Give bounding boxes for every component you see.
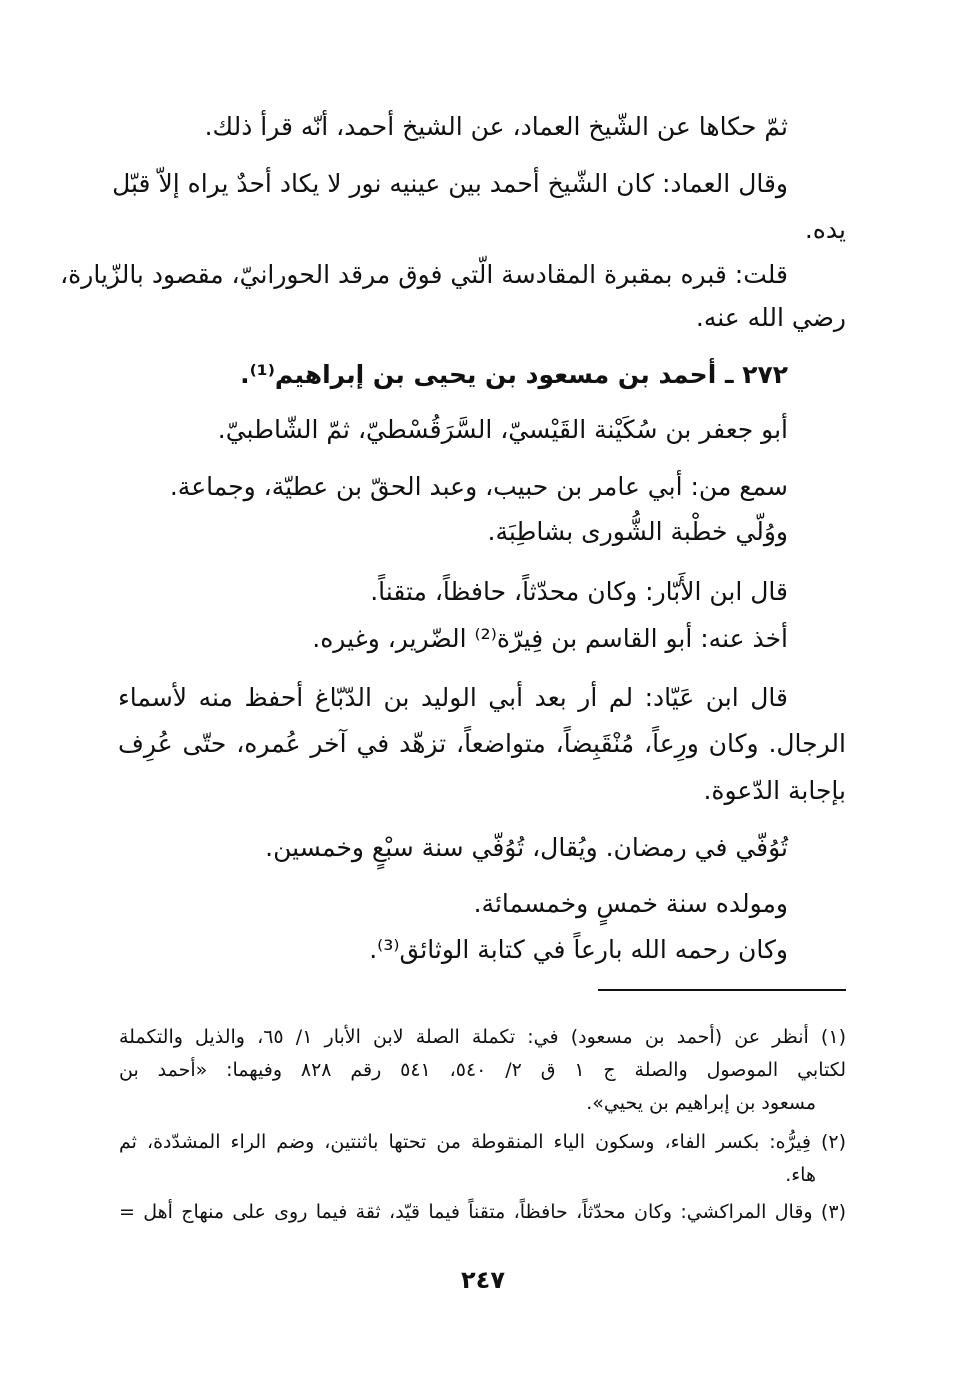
entry-heading: ٢٧٢ ـ أحمد بن مسعود بن يحيى بن إبراهيم⁽¹⁾.: [240, 360, 788, 389]
body-line: أخذ عنه: أبو القاسم بن فِيرّة⁽²⁾ الضّرير، وغيره.: [312, 624, 788, 653]
body-line: ووُلّي خطْبة الشُّورى بشاطِبَة.: [487, 517, 788, 546]
footnote-line: مسعود بن إبراهيم بن يحيي».: [586, 1092, 816, 1114]
body-line: قال ابن الأَبّار: وكان محدّثاً، حافظاً، متقناً.: [370, 577, 788, 606]
body-line: ثمّ حكاها عن الشّيخ العماد، عن الشيخ أحمد، أنّه قرأ ذلك.: [204, 112, 788, 141]
body-line: الرجال. وكان ورِعاً، مُنْقَبِضاً، متواضعاً، تزهّد في آخر عُمره، حتّى عُرِف: [118, 729, 846, 758]
body-line: يده.: [804, 215, 846, 244]
body-line: قال ابن عَيّاد: لم أر بعد أبي الوليد بن الدّبّاغ أحفظ منه لأسماء: [118, 683, 788, 712]
footnote-line: لكتابي الموصول والصلة ج ١ ق ٢/ ٥٤٠، ٥٤١ رقم ٨٢٨ وفيهما: «أحمد بن: [119, 1059, 846, 1081]
body-line: بإجابة الدّعوة.: [703, 776, 846, 805]
body-line: رضي الله عنه.: [695, 303, 846, 332]
footnote-line: (٣) وقال المراكشي: وكان محدّثاً، حافظاً، متقناً فيما قيّد، ثقة فيما روى على منهاج أهل =: [119, 1201, 846, 1223]
body-line: أبو جعفر بن سُكَيْنة القَيْسيّ، السَّرَقُسْطيّ، ثمّ الشّاطبيّ.: [217, 415, 788, 444]
body-line: ومولده سنة خمسٍ وخمسمائة.: [473, 889, 788, 918]
footnote-line: هاء.: [785, 1164, 816, 1186]
body-line: تُوُفّي في رمضان. ويُقال، تُوُفّي سنة سبْعٍ وخمسين.: [265, 833, 788, 862]
body-line: وقال العماد: كان الشّيخ أحمد بين عينيه نور لا يكاد أحدٌ يراه إلاّ قبّل: [112, 169, 788, 198]
body-line: وكان رحمه الله بارعاً في كتابة الوثائق⁽³⁾.: [369, 935, 788, 964]
body-line: سمع من: أبي عامر بن حبيب، وعبد الحقّ بن عطيّة، وجماعة.: [169, 472, 788, 501]
body-line: قلت: قبره بمقبرة المقادسة الّتي فوق مرقد الحورانيّ، مقصود بالزّيارة،: [60, 260, 788, 289]
footnote-line: (١) أنظر عن (أحمد بن مسعود) في: تكملة الصلة لابن الأبار ١/ ٦٥، والذيل والتكملة: [119, 1026, 846, 1048]
footnote-line: (٢) فِيرُّه: بكسر الفاء، وسكون الياء المنقوطة من تحتها باثنتين، وضم الراء المشدّدة، ثم: [119, 1131, 846, 1153]
page-number: ٢٤٧: [461, 1266, 505, 1294]
footnote-divider: [598, 989, 846, 991]
